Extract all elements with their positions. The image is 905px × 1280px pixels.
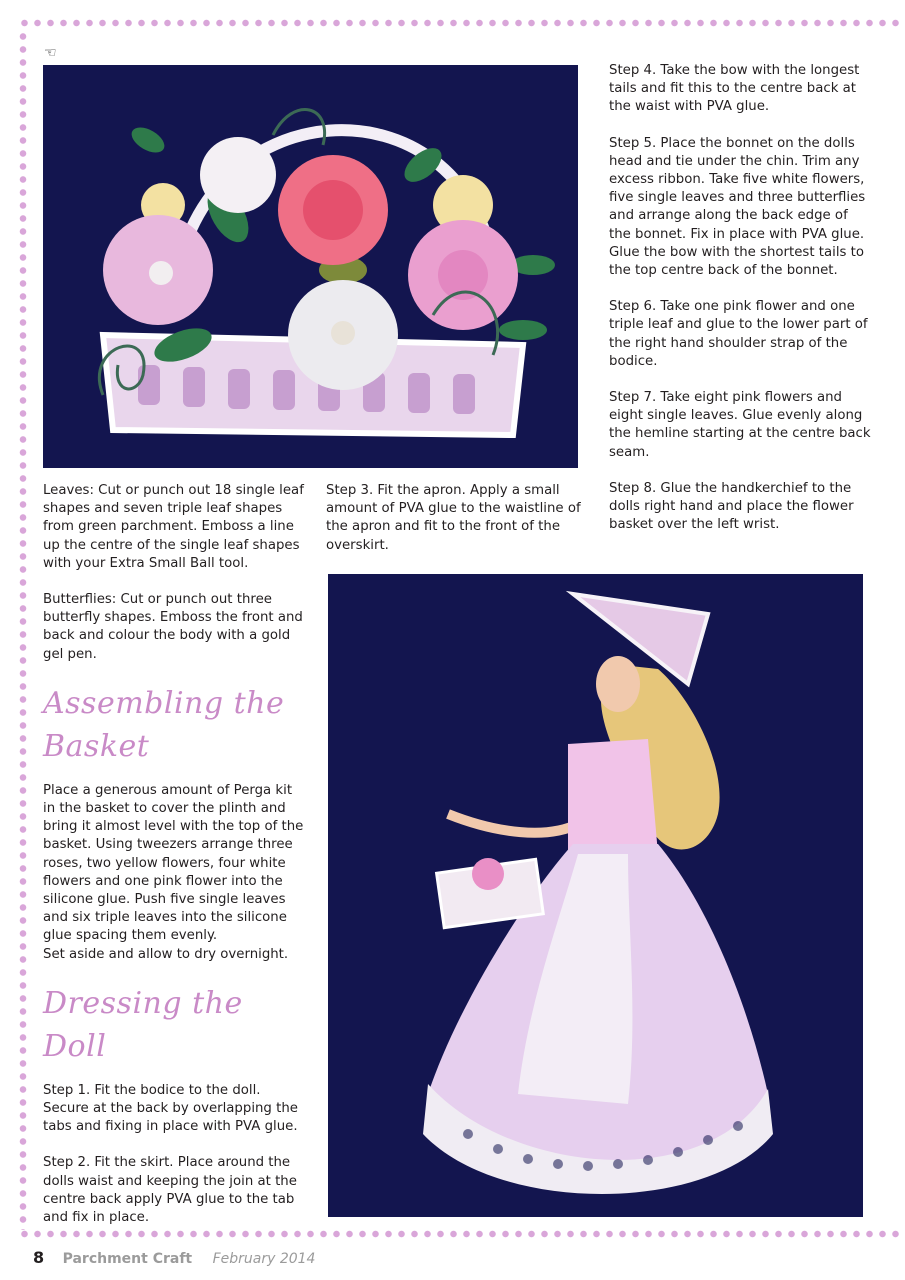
pointing-hand-icon: ☜ — [44, 45, 57, 61]
middle-column — [326, 482, 581, 573]
step-7-text: Step 7. Take eight pink flowers and eight single leaves. Glue evenly along the hemline starting at the centre back seam. — [609, 390, 871, 460]
assembling-basket-note: Set aside and allow to dry overnight. — [43, 946, 289, 962]
right-column — [609, 62, 871, 552]
dressing-doll-heading: Dressing the Doll — [43, 985, 243, 1064]
step-5-text: Step 5. Place the bonnet on the dolls head and tie under the chin. Trim any excess ribbon. Take five white flowers, five single leaves and three butterflies and arrange along the back edge of the bonnet. Fix in place with PVA glue. Glue the bow with the shortest tails to the top centre back of the bonnet. — [609, 135, 866, 279]
assembling-basket-heading: Assembling the Basket — [43, 685, 285, 764]
page-footer — [33, 1248, 315, 1269]
step-3-text: Step 3. Fit the apron. Apply a small amount of PVA glue to the waistline of the apron and fit to the front of the overskirt. — [326, 483, 581, 553]
issue-date: February 2014 — [212, 1251, 316, 1267]
leaves-instructions: Leaves: Cut or punch out 18 single leaf shapes and seven triple leaf shapes from green parchment. Emboss a line up the centre of the single leaf shapes with your Extra Small Ball tool. — [43, 483, 304, 571]
decorative-dotted-border-left — [18, 30, 28, 1230]
flower-basket-photo — [43, 65, 578, 468]
butterflies-instructions: Butterflies: Cut or punch out three butterfly shapes. Emboss the front and back and colour the body with a gold gel pen. — [43, 592, 303, 662]
page-number: 8 — [33, 1248, 45, 1267]
assembling-basket-text: Place a generous amount of Perga kit in the basket to cover the plinth and bring it almost level with the top of the basket. Using tweezers arrange three roses, two yellow flowers, four white flowers and one pink flower into the silicone glue. Push five single leaves and six triple leaves into the silicone glue spacing them evenly. — [43, 782, 304, 944]
step-8-text: Step 8. Glue the handkerchief to the dolls right hand and place the flower basket over the left wrist. — [609, 480, 854, 533]
magazine-title: Parchment Craft — [62, 1251, 193, 1267]
decorative-dotted-border-top — [18, 18, 905, 28]
step-4-text: Step 4. Take the bow with the longest tails and fit this to the centre back at the waist with PVA glue. — [609, 63, 860, 115]
step-2-text: Step 2. Fit the skirt. Place around the dolls waist and keeping the join at the centre back apply PVA glue to the tab and fix in place. — [43, 1155, 297, 1226]
left-column — [43, 482, 305, 1245]
step-1-text: Step 1. Fit the bodice to the doll. Secure at the back by overlapping the tabs and fixing in place with PVA glue. — [43, 1082, 298, 1135]
step-6-text: Step 6. Take one pink flower and one triple leaf and glue to the lower part of the right hand shoulder strap of the bodice. — [609, 299, 868, 369]
doll-dress-photo — [328, 574, 863, 1217]
